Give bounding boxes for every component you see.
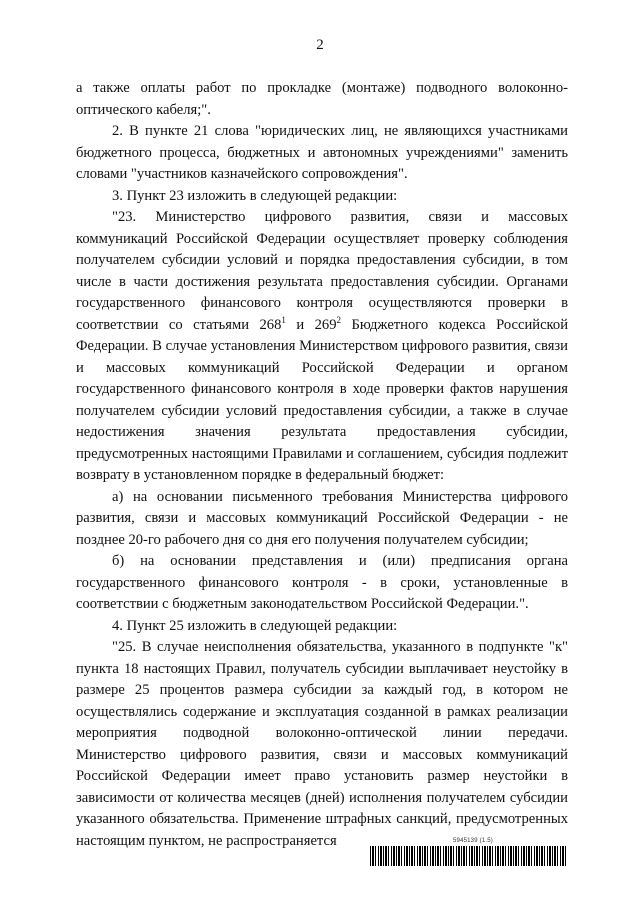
clause-23-text-start: "23. Министерство цифрового развития, связи и массовых коммуникаций Российской Федерации осуществляет проверку соблюдения получателем субсидии условий и порядка предоставления субсидии, в том числе в части достижения результата предоставления субсидии. Органами государственного финансового контроля осуществляются проверки в соответствии со статьями 268 — [76, 209, 568, 333]
barcode-icon — [370, 846, 566, 866]
paragraph-item-4-heading: 4. Пункт 25 изложить в следующей редакции: — [112, 617, 398, 634]
clause-23-text-end: Бюджетного кодекса Российской Федерации. В случае установления Министерством цифрового развития, связи и массовых коммуникаций Российской Федерации и органом государственного финансового контроля в ходе проверки фактов нарушения получателем субсидии условий предоставления субсидии, а также в случае недостижения значения результата предоставления субсидии, предусмотренных настоящими Правилами и соглашением, субсидия подлежит возврату в установленном порядке в федеральный бюджет: — [76, 316, 569, 483]
paragraph-item-2: 2. В пункте 21 слова "юридических лиц, не являющихся участниками бюджетного процесса, бюджетных и автономных учреждениями" заменить словами "участников казначейского сопровождения". — [76, 123, 568, 182]
document-code: 5945139 (1.5) — [453, 838, 493, 844]
paragraph-cable-works: а также оплаты работ по прокладке (монтаже) подводного волоконно-оптического кабеля;". — [76, 80, 568, 118]
paragraph-subitem-a: а) на основании письменного требования Министерства цифрового развития, связи и массовых коммуникаций Российской Федерации - не позднее 20-го рабочего дня со дня его получения получателем субсидии; — [76, 488, 568, 548]
superscript-269: 2 — [336, 314, 342, 325]
superscript-268: 1 — [281, 314, 286, 325]
paragraph-clause-25: "25. В случае неисполнения обязательства, указанного в подпункте "к" пункта 18 настоящих Правил, получатель субсидии выплачивает неустойку в размере 25 процентов размера субсидии за каждый год, в котором не осуществлялись содержание и эксплуатация созданной в рамках реализации мероприятия подводной волоконно-оптической линии передачи. Министерство цифрового развития, связи и массовых коммуникаций Российской Федерации имеет право установить размер неустойки в зависимости от количества месяцев (дней) исполнения получателем субсидии указанного обязательства. Применение штрафных санкций, предусмотренных настоящим пунктом, не распространяется — [76, 639, 568, 849]
clause-23-text-mid: и 269 — [285, 316, 337, 333]
document-body — [76, 78, 568, 852]
paragraph-item-3-heading: 3. Пункт 23 изложить в следующей редакции: — [112, 187, 398, 204]
paragraph-subitem-b: б) на основании представления и (или) предписания органа государственного финансового контроля - в сроки, установленные в соответствии с бюджетным законодательством Российской Федерации.". — [76, 553, 568, 612]
page-number: 2 — [316, 37, 324, 53]
paragraph-clause-23 — [76, 207, 568, 487]
